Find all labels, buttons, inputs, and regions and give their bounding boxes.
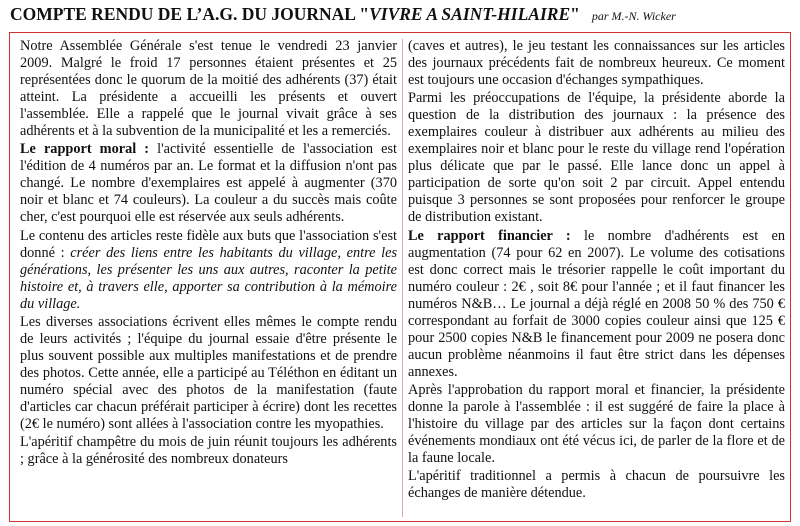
rapport-financier-text: le nombre d'adhérents est en augmentation (74 pour 62 en 2007). Le volume des cotisations est donc correct mais le trésorier rappelle le coût important du numéro couleur : 2€ , soit 8€ pour l'année ; et il faut financer les numéros N&B… Le journal a déjà réglé en 2008 50 % des 750 € correspondant au forfait de 3000 copies couleur ainsi que 125 € pour 2500 copies N&B le financement pour 2009 ne posera donc aucun problème néanmoins il faut être strict dans les dépenses annexes. <box>408 227 785 380</box>
paragraph-distribution: Parmi les préoccupations de l'équipe, la présidente aborde la question de la distribution des journaux : la présence des exemplaires couleur à distribuer aux adhérents au milieu des exemplaires noir et blanc pour le reste du village rend l'opération plus délicate que par le passé. Elle lance donc un appel à participation de sorte qu'on soit 2 par circuit. Appel entendu puisque 3 personnes se sont proposées pour renforcer le groupe de distribution existant. <box>408 90 785 226</box>
rapport-financier-label: Le rapport financier : <box>408 227 571 244</box>
right-column <box>408 38 785 502</box>
rapport-moral-label: Le rapport moral : <box>20 141 150 158</box>
contenu-italic: créer des liens entre les habitants du village, entre les générations, les présenter les uns aux autres, raconter la petite histoire et, à travers elle, apporter sa contribution à la mémoire du village. <box>20 244 398 312</box>
title-quote-open: " <box>359 4 370 24</box>
paragraph-rapport-financier <box>408 228 785 381</box>
paragraph-caves: (caves et autres), le jeu testant les connaissances sur les articles des journaux précédents fait de nombreux heureux. Ce moment est toujours une occasion d'échanges sympathiques. <box>408 38 785 89</box>
paragraph-aperitif-final: L'apéritif traditionnel a permis à chacun de poursuivre les échanges de manière détendue. <box>408 468 785 502</box>
title-quote-close: " <box>570 4 580 24</box>
left-column <box>20 38 397 468</box>
paragraph-intro: Notre Assemblée Générale s'est tenue le vendredi 23 janvier 2009. Malgré le froid 17 personnes étaient présentes et 25 représentées donc le quorum de la moitié des adhérents (37) était atteint. La présidente a accueilli les présents et ouvert l'assemblée. Elle a rappelé que le journal vivait grâce à ses adhérents et à la subvention de la municipalité et les a remerciés. <box>20 38 397 140</box>
paragraph-approbation: Après l'approbation du rapport moral et financier, la présidente donne la parole à l'assemblée : il est suggéré de faire la place à l'histoire du village par des articles sur la façon dont certains événements mondiaux ont été vécus ici, de parler de la flore et de la faune locale. <box>408 381 785 467</box>
contenu-text: Le contenu des articles reste fidèle aux buts que l'association s'est donné : <box>20 227 397 261</box>
article-title <box>10 4 795 28</box>
paragraph-associations: Les diverses associations écrivent elles mêmes le compte rendu de leurs activités ; l'équipe du journal essaie d'être présente le plus souvent possible aux multiples manifestations et de prendre des photos. Cette année, elle a participé au Téléthon en éditant un numéro spécial avec des photos de la manifestation (faute d'articles car chacun préférait participer à écrire) dont les recettes (2€ le numéro) sont allées à l'association contre les myopathies. <box>20 313 397 433</box>
column-divider <box>402 39 403 517</box>
article-frame <box>9 32 791 522</box>
rapport-moral-text: l'activité essentielle de l'association est l'édition de 4 numéros par an. Le format et la diffusion n'ont pas changé. Le nombre d'exemplaires est appelé à augmenter (370 noir et blanc et 74 couleurs). La couleur a du succès mais coûte cher, c'est pourquoi elle est réservée aux seuls adhérents. <box>20 141 397 226</box>
paragraph-aperitif-juin: L'apéritif champêtre du mois de juin réunit toujours les adhérents ; grâce à la générosité des nombreux donateurs <box>20 434 397 468</box>
author-byline: par M.-N. Wicker <box>591 9 676 23</box>
journal-name: VIVRE A SAINT-HILAIRE <box>369 4 571 24</box>
title-main: COMPTE RENDU DE L’A.G. DU JOURNAL <box>10 4 360 24</box>
paragraph-rapport-moral <box>20 141 397 226</box>
paragraph-contenu <box>20 228 397 313</box>
